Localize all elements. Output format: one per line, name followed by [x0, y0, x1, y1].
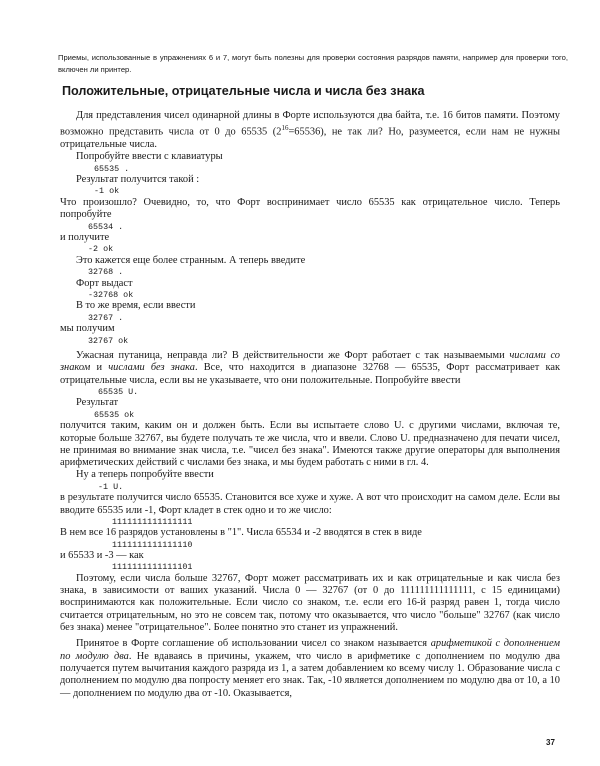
paragraph-12: получится таким, каким он и должен быть. Если вы испытаете слово U. с другими числами, включая те, которые больше 32767, вы будете получать те же числа, что и ввели. Слово U. предназначено для печати чисел, не принимая во внимание знак числа, т.е. "чисел без знака". Имеются также другие операторы для выполнения арифметических действий с числами без знака, и мы будем работать с ними в гл. 4. [60, 420, 560, 469]
emphasis-unsigned-numbers: числами без знака [108, 362, 195, 374]
code-line-12: 1111111111111111 [112, 516, 193, 527]
emphasis-signed-numbers: числами со знаком [60, 350, 561, 374]
code-line-5: 32768 . [88, 267, 124, 278]
paragraph-18-text-a: Принятое в Форте соглашение об использовании чисел со знаком называется [76, 638, 431, 650]
paragraph-7: Форт выдаст [76, 277, 133, 289]
paragraph-10-text-b: и [90, 362, 109, 374]
paragraph-8: В то же время, если ввести [76, 300, 196, 312]
superscript: 16 [281, 124, 289, 133]
code-line-11: -1 U. [98, 481, 124, 492]
paragraph-18 [60, 638, 560, 699]
paragraph-10-text-c: . Все, что находится в диапазоне 32768 — 65535, Форт рассматривает как отрицательные числа, если вы не указываете, что они положительные. Попробуйте ввести [60, 362, 561, 386]
code-line-1: 65535 . [94, 163, 130, 174]
paragraph-9: мы получим [60, 323, 115, 335]
code-line-3: 65534 . [88, 221, 124, 232]
code-line-8: 32767 ok [88, 335, 129, 346]
paragraph-1-text-a: Для представления чисел одинарной длины в Форте используются два байта, т.е. 16 битов памяти. Поэтому возможно представить числа от 0 до 65535 (2 [60, 110, 560, 138]
paragraph-1 [60, 110, 560, 151]
body-text [60, 110, 560, 700]
paragraph-4: Что произошло? Очевидно, то, что Форт воспринимает число 65535 как отрицательное число. Теперь попробуйте [60, 196, 560, 221]
code-line-13: 1111111111111110 [112, 539, 193, 550]
code-line-7: 32767 . [88, 312, 124, 323]
paragraph-17: Поэтому, если числа больше 32767, Форт может рассматривать их и как отрицательные и как числа без знака, в зависимости от ваших указаний. Числа 0 — 32767 (от 0 до 111111111111111, с 15 единицами) воспринимаются как положительные. Если число со знаком, т.е. если его 16-й разряд равен 1, тогда число считается отрицательным, но это не совсем так, потому что оказывается, что число "больше" 32767 (как число без знака) менее "отрицательное". Более понятно это станет из упражнений. [60, 572, 560, 634]
paragraph-3: Результат получится такой : [76, 174, 200, 186]
paragraph-13: Ну а теперь попробуйте ввести [76, 469, 214, 481]
paragraph-14: в результате получится число 65535. Становится все хуже и хуже. А вот что происходит на самом деле. Если вы вводите 65535 или -1, Форт кладет в стек одно и то же число: [60, 492, 560, 516]
paragraph-18-text-b: . Не вдаваясь в причины, укажем, что число в арифметике с дополнением по модулю два получается путем вычитания каждого разряда из 1, а затем добавлением ко всему числу 1. Образование числа с дополнением по модулю два попросту меняет его знак. Так, -10 является дополнением по модулю два от 10, а 10 — дополнением по модулю два от -10. Оказывается, [60, 650, 560, 699]
code-line-6: -32768 ok [88, 289, 134, 300]
code-line-4: -2 ok [88, 244, 114, 255]
paragraph-1-text-b: =65536), не так ли? Но, разумеется, если нам не нужны отрицательные числа. [60, 126, 560, 151]
section-heading: Положительные, отрицательные числа и числа без знака [62, 84, 425, 98]
paragraph-10-text-a: Ужасная путаница, неправда ли? В действительности же Форт работает с так называемыми [76, 350, 510, 362]
page-number: 37 [546, 738, 555, 747]
intro-note: Приемы, использованные в упражнениях 6 и 7, могут быть полезны для проверки состояния разрядов памяти, например для проверки того, включен ли принтер. [58, 53, 568, 74]
code-line-14: 1111111111111101 [112, 562, 193, 573]
paragraph-15: В нем все 16 разрядов установлены в "1". Числа 65534 и -2 вводятся в стек в виде [60, 527, 422, 539]
paragraph-5: и получите [60, 232, 110, 244]
paragraph-6: Это кажется еще более странным. А теперь введите [76, 254, 306, 266]
paragraph-16: и 65533 и -3 — как [60, 550, 144, 562]
code-line-10: 65535 ok [94, 409, 135, 420]
paragraph-10 [60, 350, 560, 387]
paragraph-2: Попробуйте ввести с клавиатуры [76, 151, 223, 163]
code-line-9: 65535 U. [98, 386, 139, 397]
emphasis-twos-complement: арифметикой с дополнением по модулю два [60, 638, 560, 662]
paragraph-11: Результат [76, 397, 119, 409]
code-line-2: -1 ok [94, 186, 120, 197]
